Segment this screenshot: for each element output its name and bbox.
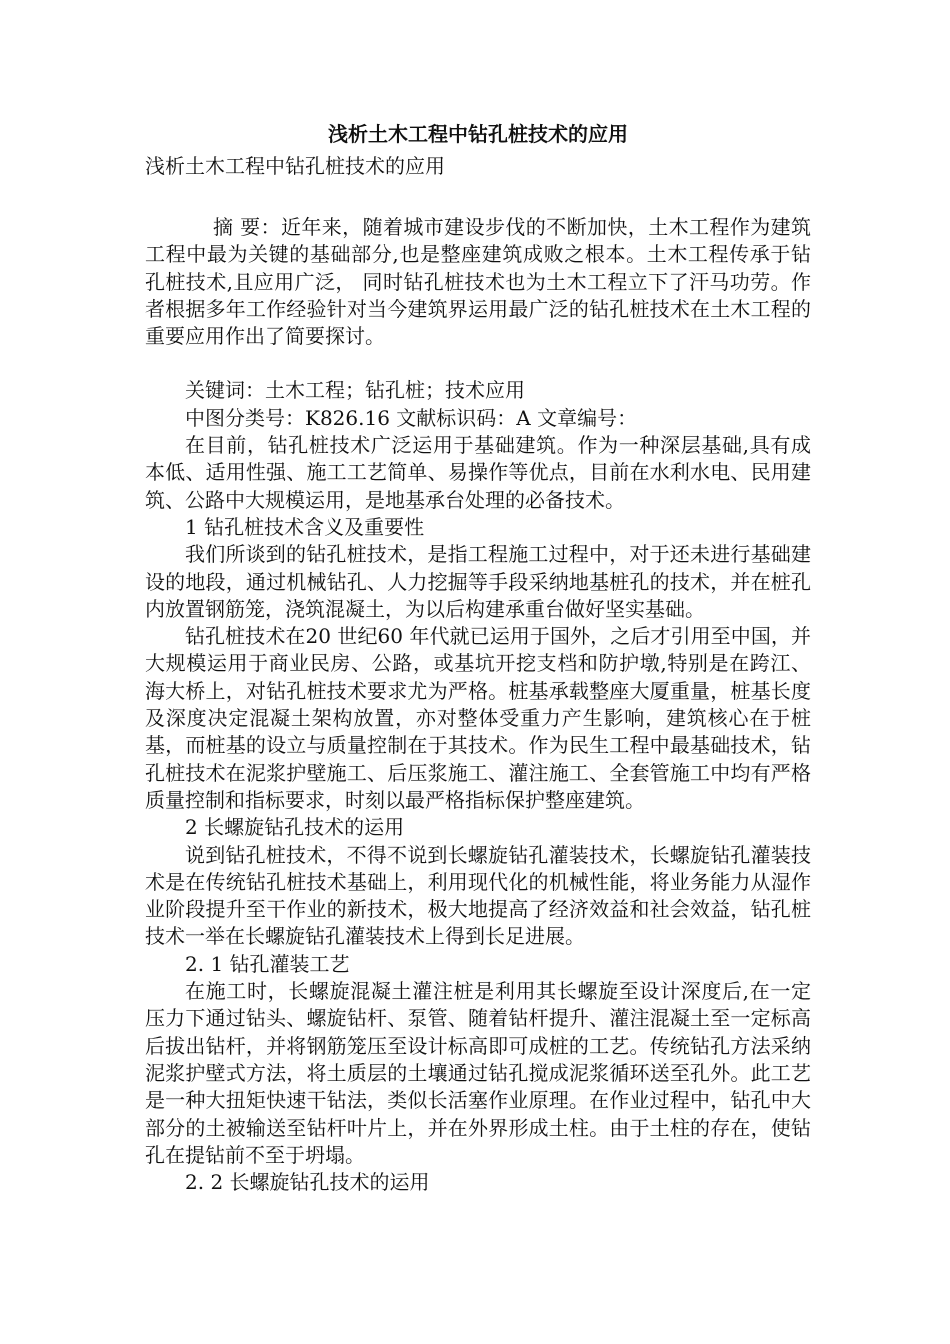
section-1-paragraph-1: 我们所谈到的钻孔桩技术，是指工程施工过程中，对于还未进行基础建设的地段，通过机械钻孔、人力挖掘等手段采纳地基桩孔的技术，并在桩孔内放置钢筋笼，浇筑混凝土，为以后构建承重台做好坚实基础。 <box>145 542 811 621</box>
document-page <box>145 118 811 1196</box>
section-2-paragraph-1: 说到钻孔桩技术，不得不说到长螺旋钻孔灌装技术，长螺旋钻孔灌装技术是在传统钻孔桩技术基础上，利用现代化的机械性能，将业务能力从湿作业阶段提升至干作业的新技术，极大地提高了经济效益和社会效益，钻孔桩技术一举在长螺旋钻孔灌装技术上得到长足进展。 <box>145 842 811 949</box>
section-1-heading: 1 钻孔桩技术含义及重要性 <box>185 514 425 539</box>
document-subtitle: 浅析土木工程中钻孔桩技术的应用 <box>145 154 445 178</box>
keywords-line: 关键词：土木工程；钻孔桩；技术应用 <box>185 378 525 403</box>
section-2-2-heading: 2. 2 长螺旋钻孔技术的运用 <box>185 1170 430 1195</box>
section-2-1-paragraph-1: 在施工时，长螺旋混凝土灌注桩是利用其长螺旋至设计深度后,在一定压力下通过钻头、螺旋钻杆、泵管、随着钻杆提升、灌注混凝土至一定标高后拔出钻杆，并将钢筋笼压至设计标高即可成桩的工艺。传统钻孔方法采纳泥浆护壁式方法，将土质层的土壤通过钻孔搅成泥浆循环送至孔外。此工艺是一种大扭矩快速干钻法，类似长活塞作业原理。在作业过程中，钻孔中大部分的土被输送至钻杆叶片上，并在外界形成土柱。由于土柱的存在，使钻孔在提钻前不至于坍塌。 <box>145 979 811 1167</box>
document-title: 浅析土木工程中钻孔桩技术的应用 <box>328 122 628 146</box>
intro-paragraph: 在目前，钻孔桩技术广泛运用于基础建筑。作为一种深层基础,具有成本低、适用性强、施工工艺简单、易操作等优点，目前在水利水电、民用建筑、公路中大规模运用，是地基承台处理的必备技术。 <box>145 433 811 512</box>
section-2-heading: 2 长螺旋钻孔技术的运用 <box>185 815 405 840</box>
abstract-paragraph: 摘 要：近年来，随着城市建设步伐的不断加快，土木工程作为建筑工程中最为关键的基础部分,也是整座建筑成败之根本。土木工程传承于钻孔桩技术,且应用广泛， 同时钻孔桩技术也为土木工程立下了汗马功劳。作者根据多年工作经验针对当今建筑界运用最广泛的钻孔桩技术在土木工程的重要应用作出了简要探讨。 <box>145 215 811 349</box>
section-1-paragraph-2: 钻孔桩技术在20 世纪60 年代就已运用于国外，之后才引用至中国，并大规模运用于商业民房、公路，或基坑开挖支档和防护墩,特别是在跨江、海大桥上，对钻孔桩技术要求尤为严格。桩基承载整座大厦重量，桩基长度及深度决定混凝土架构放置，亦对整体受重力产生影响，建筑核心在于桩基，而桩基的设立与质量控制在于其技术。作为民生工程中最基础技术，钻孔桩技术在泥浆护壁施工、后压浆施工、灌注施工、全套管施工中均有严格质量控制和指标要求，时刻以最严格指标保护整座建筑。 <box>145 624 811 812</box>
section-2-1-heading: 2. 1 钻孔灌装工艺 <box>185 951 350 976</box>
classification-line: 中图分类号：K826.16 文献标识码：A 文章编号： <box>185 405 638 430</box>
